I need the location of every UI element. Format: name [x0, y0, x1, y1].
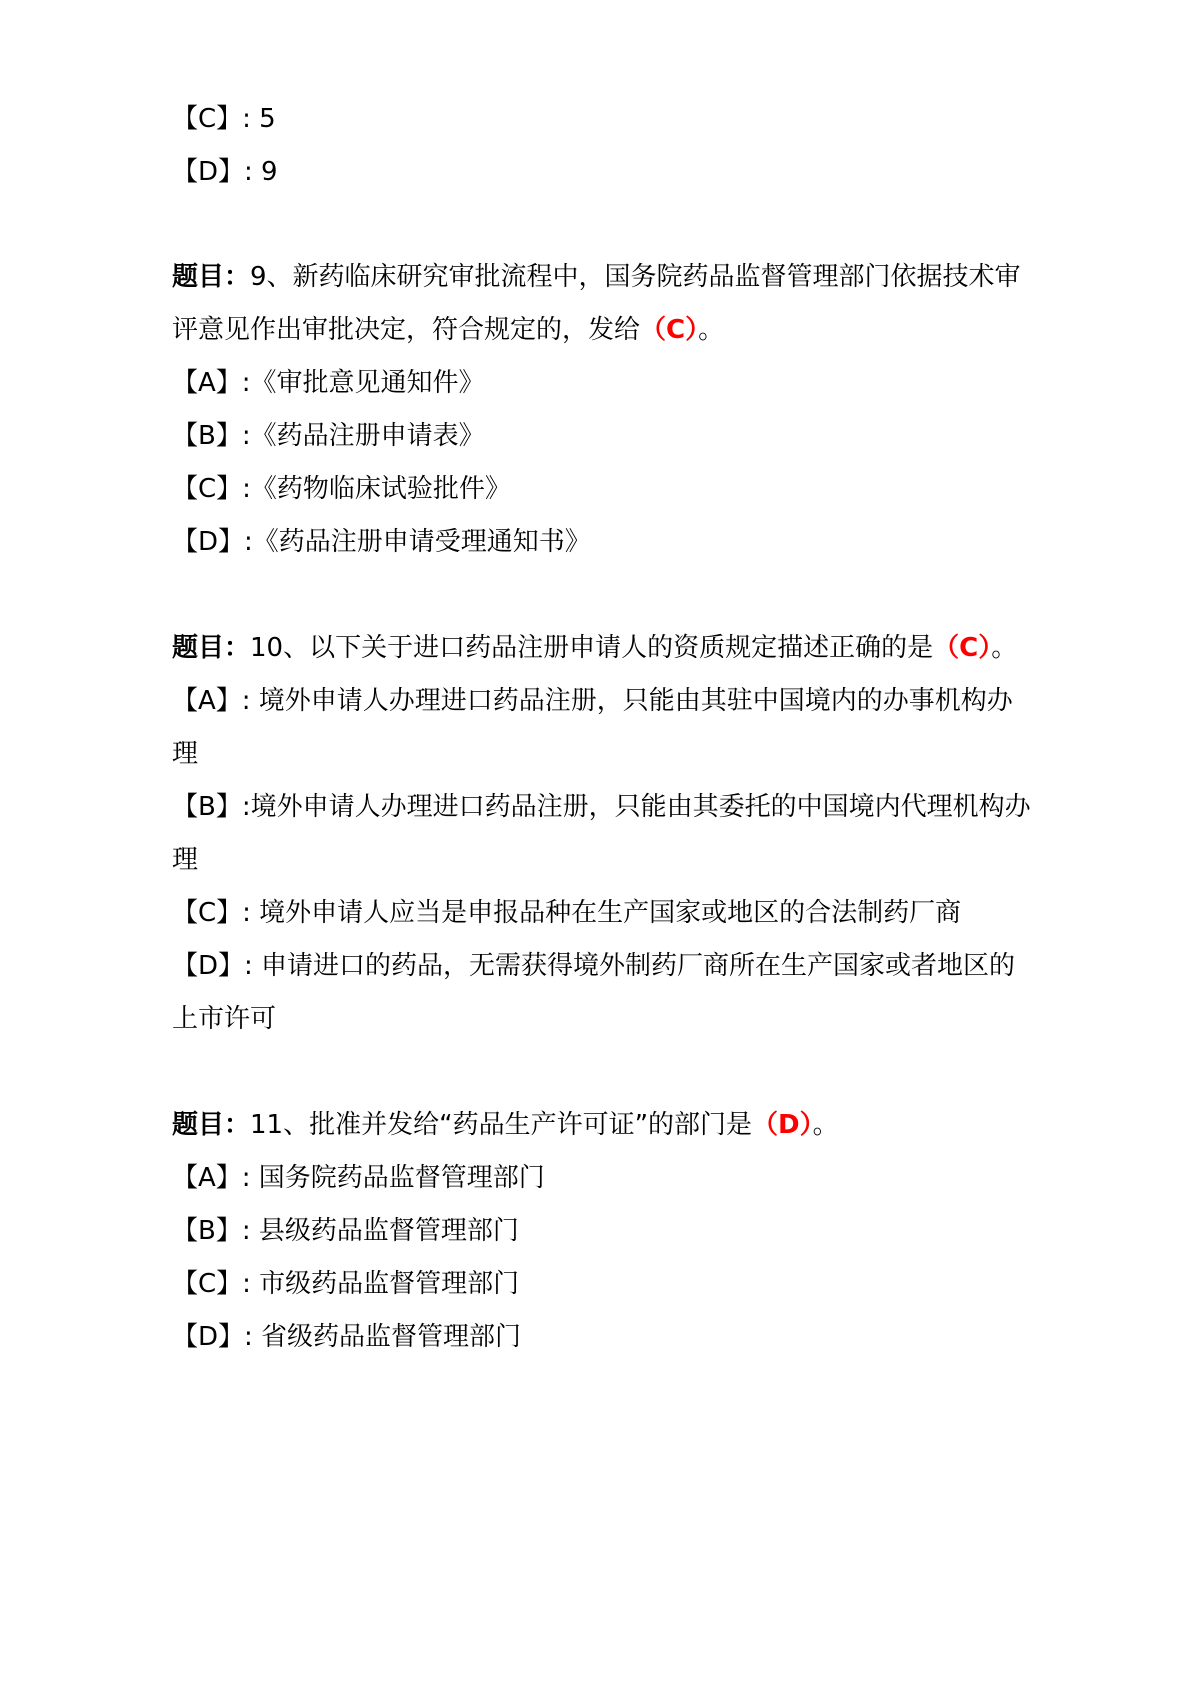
question-end: 。 — [812, 1110, 839, 1140]
question-11-option-d: 【D】: 省级药品监督管理部门 — [172, 1322, 522, 1352]
question-label: 题目： — [172, 1110, 251, 1140]
question-end: 。 — [698, 315, 725, 345]
answer-mark: （D） — [752, 1110, 813, 1140]
question-9-stem-line-2 — [172, 313, 1092, 347]
question-11-stem — [172, 1108, 1092, 1142]
question-9-stem-line-1 — [172, 260, 1092, 294]
question-10-option-d-line-2: 上市许可 — [172, 1004, 277, 1034]
prev-option-d: 【D】: 9 — [172, 157, 278, 187]
question-10-option-d-line-1: 【D】: 申请进口的药品，无需获得境外制药厂商所在生产国家或者地区的 — [172, 951, 1016, 981]
question-10-option-a-line-2: 理 — [172, 739, 199, 769]
question-10-option-b-line-2: 理 — [172, 845, 199, 875]
question-11-option-c: 【C】: 市级药品监督管理部门 — [172, 1269, 520, 1299]
question-text: 评意见作出审批决定，符合规定的，发给 — [172, 315, 641, 345]
answer-mark: （C） — [933, 633, 992, 663]
question-text: 10、以下关于进口药品注册申请人的资质规定描述正确的是 — [250, 633, 934, 663]
question-9-option-b: 【B】:《药品注册申请表》 — [172, 421, 485, 451]
question-10-option-c: 【C】: 境外申请人应当是申报品种在生产国家或地区的合法制药厂商 — [172, 898, 962, 928]
answer-mark: （C） — [640, 315, 699, 345]
question-label: 题目： — [172, 633, 251, 663]
question-11-option-a: 【A】: 国务院药品监督管理部门 — [172, 1163, 545, 1193]
question-9-option-c: 【C】:《药物临床试验批件》 — [172, 474, 511, 504]
question-label: 题目： — [172, 262, 251, 292]
question-end: 。 — [991, 633, 1018, 663]
question-text: 11、批准并发给“药品生产许可证”的部门是 — [250, 1110, 753, 1140]
question-9-option-d: 【D】:《药品注册申请受理通知书》 — [172, 527, 591, 557]
question-9-option-a: 【A】:《审批意见通知件》 — [172, 368, 485, 398]
question-11-option-b: 【B】: 县级药品监督管理部门 — [172, 1216, 519, 1246]
question-10-option-b-line-1: 【B】:境外申请人办理进口药品注册，只能由其委托的中国境内代理机构办 — [172, 792, 1031, 822]
prev-option-c: 【C】: 5 — [172, 104, 276, 134]
question-10-option-a-line-1: 【A】: 境外申请人办理进口药品注册，只能由其驻中国境内的办事机构办 — [172, 686, 1013, 716]
question-10-stem — [172, 631, 1092, 665]
question-text: 9、新药临床研究审批流程中，国务院药品监督管理部门依据技术审 — [250, 262, 1021, 292]
